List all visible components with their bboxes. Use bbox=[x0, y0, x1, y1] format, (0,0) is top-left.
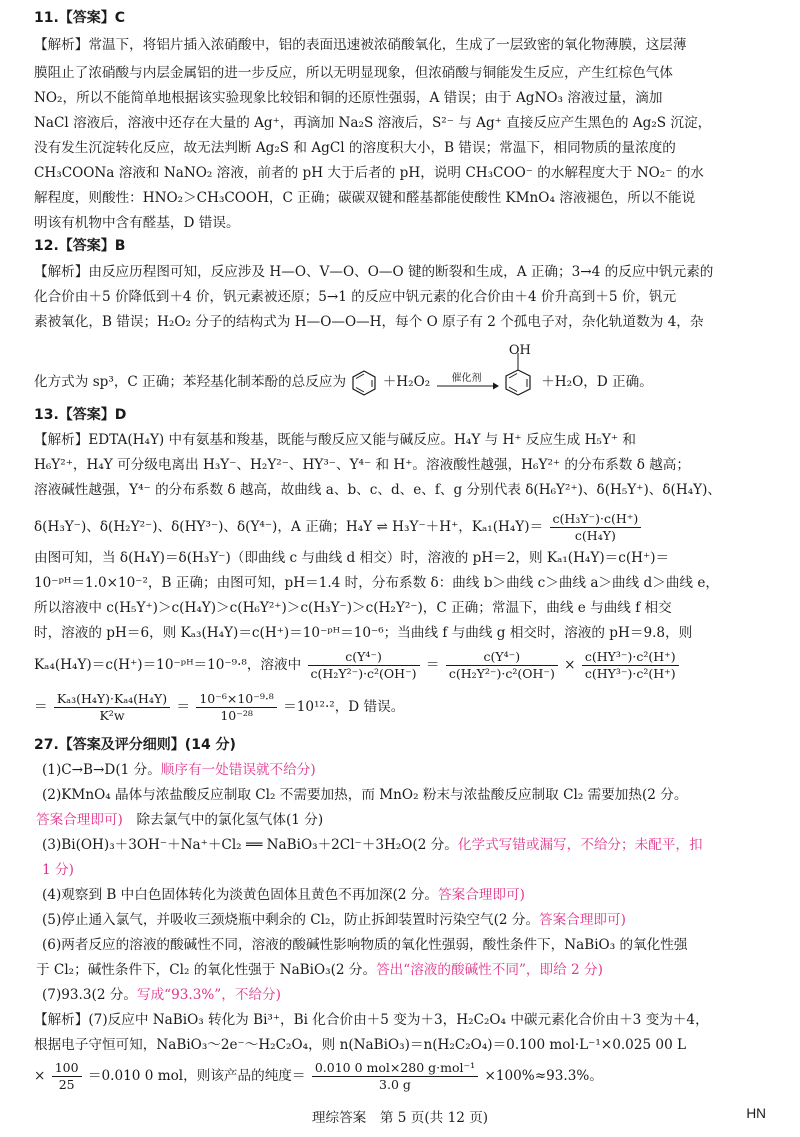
q27-i1-text: (1)C→B→D(1 分。 bbox=[42, 762, 161, 778]
q11-heading: 11.【答案】C bbox=[34, 10, 126, 26]
q11-line-4: NaCl 溶液后，溶液中还存在大量的 Ag⁺，再滴加 Na₂S 溶液后，S²⁻ 与 Ag⁺ 直接反应产生黑色的 Ag₂S 沉淀， bbox=[34, 115, 712, 131]
q12-line-3: 素被氧化，B 错误；H₂O₂ 分子的结构式为 H—O—O—H，每个 O 原子有 2 个孤电子对，杂化轨道数为 4，杂 bbox=[34, 314, 704, 330]
benzene-ring-icon bbox=[350, 369, 378, 397]
q27-analysis-1: 【解析】(7)反应中 NaBiO₃ 转化为 Bi³⁺，Bi 化合价由＋5 变为＋3，H₂C₂O₄ 中碳元素化合价由＋3 变为＋4， bbox=[34, 1012, 709, 1028]
q27-i5-note: 答案合理即可) bbox=[539, 912, 626, 928]
q27-heading: 27.【答案及评分细则】(14 分) bbox=[34, 737, 236, 753]
q27-item-3b: 1 分) bbox=[42, 862, 74, 878]
purity-denominator: 3.0 g bbox=[379, 1077, 411, 1092]
q13-line-8: 时，溶液的 pH＝6，则 Kₐ₃(H₄Y)＝c(H⁺)＝10⁻ᵖᴴ＝10⁻⁶；当曲线 f 与曲线 g 相交时，溶液的 pH＝9.8，则 bbox=[34, 625, 693, 641]
q13-line-10 bbox=[34, 690, 770, 724]
q27-a3-times: × bbox=[34, 1068, 46, 1084]
f3-numerator: c(HY³⁻)·c²(H⁺) bbox=[582, 649, 679, 666]
purity-numerator: 0.010 0 mol×280 g·mol⁻¹ bbox=[312, 1060, 478, 1077]
q13-line-3: 溶液碱性越强，Y⁴⁻ 的分布系数 δ 越高，故曲线 a、b、c、d、e、f、g 分别代表 δ(H₆Y²⁺)、δ(H₅Y⁺)、δ(H₄Y)、 bbox=[34, 482, 722, 498]
ka1-fraction bbox=[550, 511, 642, 544]
ratio-denominator: 25 bbox=[58, 1077, 75, 1092]
q11-line-6: CH₃COONa 溶液和 NaNO₂ 溶液，前者的 pH 大于后者的 pH，说明 CH₃COO⁻ 的水解程度大于 NO₂⁻ 的水 bbox=[34, 165, 704, 181]
q27-i4-text: (4)观察到 B 中白色固体转化为淡黄色固体且黄色不再加深(2 分。 bbox=[42, 887, 439, 903]
q27-i2b-text: 除去氯气中的氯化氢气体(1 分) bbox=[122, 812, 324, 828]
equals-sign-2: ＝ bbox=[34, 699, 48, 715]
f1-numerator: c(Y⁴⁻) bbox=[308, 649, 420, 666]
q27-i1-note: 顺序有一处错误就不给分) bbox=[160, 762, 316, 778]
f5-denominator: 10⁻²⁸ bbox=[220, 708, 253, 723]
catalyst-arrow bbox=[435, 369, 499, 397]
q12-heading: 12.【答案】B bbox=[34, 238, 126, 254]
phenol-structure bbox=[503, 342, 537, 397]
ratio-fraction-2 bbox=[446, 649, 558, 682]
q11-line-1: 【解析】常温下，将铝片插入浓硝酸中，铝的表面迅速被浓硝酸氧化，生成了一层致密的氧化物薄膜，这层薄 bbox=[34, 37, 687, 53]
q11-line-2: 膜阻止了浓硝酸与内层金属铝的进一步反应，所以无明显现象，但浓硝酸与铜能发生反应，产生红棕色气体 bbox=[34, 65, 673, 81]
q27-a3-end: ×100%≈93.3%。 bbox=[484, 1068, 603, 1084]
ratio-fraction-3 bbox=[582, 649, 679, 682]
q12-line4-text: 化方式为 sp³，C 正确；苯羟基化制苯酚的总反应为 bbox=[34, 374, 347, 390]
q27-item-4 bbox=[42, 885, 770, 905]
q13-line-9 bbox=[34, 649, 770, 682]
q13-line-2: H₆Y²⁺，H₄Y 可分级电离出 H₃Y⁻、H₂Y²⁻、HY³⁻、Y⁴⁻ 和 H⁺。溶液酸性越强，H₆Y²⁺ 的分布系数 δ 越高； bbox=[34, 457, 690, 473]
times-sign: × bbox=[564, 657, 576, 673]
q27-i6-note: 答出“溶液的酸碱性不同”，即给 2 分) bbox=[376, 962, 603, 978]
ratio-fraction-1 bbox=[308, 649, 420, 682]
reaction-arrow-icon bbox=[435, 381, 499, 391]
q27-item-5 bbox=[42, 910, 770, 930]
q27-analysis-2: 根据电子守恒可知，NaBiO₃～2e⁻～H₂C₂O₄，则 n(NaBiO₃)＝n(H₂C₂O₄)＝0.100 mol·L⁻¹×0.025 00 L bbox=[34, 1037, 687, 1053]
q13-line10-end: ＝10¹²·²，D 错误。 bbox=[283, 699, 405, 715]
f4-denominator: K²w bbox=[99, 708, 125, 723]
q27-i6b-text: 于 Cl₂；碱性条件下，Cl₂ 的氧化性强于 NaBiO₃(2 分。 bbox=[36, 962, 377, 978]
q27-i2-note: 答案合理即可) bbox=[36, 812, 123, 828]
q12-line4-h2o2: ＋H₂O₂ bbox=[382, 374, 431, 390]
catalyst-label: 催化剂 bbox=[451, 372, 482, 384]
region-code: HN bbox=[746, 1106, 766, 1121]
ratio-numerator: 100 bbox=[52, 1060, 82, 1077]
q11-line-8: 明该有机物中含有醛基，D 错误。 bbox=[34, 215, 240, 231]
page-number: 理综答案 第 5 页(共 12 页) bbox=[311, 1110, 489, 1126]
q11-line-7: 解程度，则酸性：HNO₂＞CH₃COOH，C 正确；碳碳双键和醛基都能使酸性 KMnO₄ 溶液褪色，所以不能说 bbox=[34, 190, 696, 206]
q13-heading: 13.【答案】D bbox=[34, 407, 127, 423]
hydroxyl-label: OH bbox=[508, 342, 531, 358]
ka1-denominator: c(H₄Y) bbox=[574, 528, 616, 543]
q13-line-5: 由图可知，当 δ(H₄Y)＝δ(H₃Y⁻)（即曲线 c 与曲线 d 相交）时，溶液的 pH＝2，则 Kₐ₁(H₄Y)＝c(H⁺)＝ bbox=[34, 550, 670, 566]
f2-numerator: c(Y⁴⁻) bbox=[446, 649, 558, 666]
q27-i3-note: 化学式写错或漏写，不给分；未配平，扣 bbox=[457, 837, 703, 853]
q13-line-6: 10⁻ᵖᴴ＝1.0×10⁻²，B 正确；由图可知，pH＝1.4 时，分布系数 δ：曲线 b＞曲线 c＞曲线 a＞曲线 d＞曲线 e， bbox=[34, 575, 719, 591]
q11-line-5: 没有发生沉淀转化反应，故无法判断 Ag₂S 和 AgCl 的溶度积大小，B 错误；常温下，相同物质的量浓度的 bbox=[34, 140, 676, 156]
volume-ratio-fraction bbox=[52, 1060, 82, 1093]
f1-denominator: c(H₂Y²⁻)·c²(OH⁻) bbox=[310, 666, 417, 681]
equals-sign: ＝ bbox=[425, 657, 440, 673]
f2-denominator: c(H₂Y²⁻)·c²(OH⁻) bbox=[448, 666, 555, 681]
q27-item-1 bbox=[42, 760, 770, 780]
equals-sign-3: ＝ bbox=[176, 699, 190, 715]
q13-line-1: 【解析】EDTA(H₄Y) 中有氨基和羧基，既能与酸反应又能与碱反应。H₄Y 与 H⁺ 反应生成 H₅Y⁺ 和 bbox=[34, 432, 636, 448]
q27-i5-text: (5)停止通入氯气，并吸收三颈烧瓶中剩余的 Cl₂，防止拆卸装置时污染空气(2 分。 bbox=[42, 912, 540, 928]
q13-line4-text: δ(H₃Y⁻)、δ(H₂Y²⁻)、δ(HY³⁻)、δ(Y⁴⁻)，A 正确；H₄Y ⇌ H₃Y⁻＋H⁺，Kₐ₁(H₄Y)＝ bbox=[34, 519, 544, 535]
q27-item-6: (6)两者反应的溶液的酸碱性不同，溶液的酸碱性影响物质的氧化性强弱，酸性条件下，NaBiO₃ 的氧化性强 bbox=[42, 937, 688, 953]
q27-item-2: (2)KMnO₄ 晶体与浓盐酸反应制取 Cl₂ 不需要加热，而 MnO₂ 粉末与浓盐酸反应制取 Cl₂ 需要加热(2 分。 bbox=[42, 787, 688, 803]
f4-numerator: Kₐ₃(H₄Y)·Kₐ₄(H₄Y) bbox=[54, 691, 170, 708]
q13-line-4 bbox=[34, 511, 770, 544]
f3-denominator: c(HY³⁻)·c²(H⁺) bbox=[584, 666, 676, 681]
phenol-ring-icon bbox=[503, 339, 537, 397]
ka1-numerator: c(H₃Y⁻)·c(H⁺) bbox=[550, 511, 642, 528]
q12-line4-end: ＋H₂O，D 正确。 bbox=[541, 374, 653, 390]
value-fraction bbox=[196, 691, 277, 724]
q12-line-4 bbox=[34, 342, 770, 397]
q27-i7-note: 写成“93.3%”，不给分) bbox=[136, 987, 281, 1003]
q12-line-2: 化合价由＋5 价降低到＋4 价，钒元素被还原；5→1 的反应中钒元素的化合价由＋4 价升高到＋5 价，钒元 bbox=[34, 289, 677, 305]
purity-fraction bbox=[312, 1060, 478, 1093]
q27-i3-text: (3)Bi(OH)₃＋3OH⁻＋Na⁺＋Cl₂ ══ NaBiO₃＋2Cl⁻＋3H₂O(2 分。 bbox=[42, 837, 458, 853]
f5-numerator: 10⁻⁶×10⁻⁹·⁸ bbox=[196, 691, 277, 708]
q27-analysis-3 bbox=[34, 1060, 770, 1093]
q11-line-3: NO₂，所以不能简单地根据该实验现象比较铝和铜的还原性强弱，A 错误；由于 AgNO₃ 溶液过量，滴加 bbox=[34, 90, 663, 106]
q27-item-6b bbox=[36, 960, 770, 980]
q27-i4-note: 答案合理即可) bbox=[438, 887, 525, 903]
q27-a3-text: ＝0.010 0 mol，则该产品的纯度＝ bbox=[87, 1068, 306, 1084]
q13-line9-text: Kₐ₄(H₄Y)＝c(H⁺)＝10⁻ᵖᴴ＝10⁻⁹·⁸，溶液中 bbox=[34, 657, 302, 673]
q12-line-1: 【解析】由反应历程图可知，反应涉及 H—O、V—O、O—O 键的断裂和生成，A 正确；3→4 的反应中钒元素的 bbox=[34, 264, 714, 280]
q13-line-7: 所以溶液中 c(H₅Y⁺)＞c(H₄Y)＞c(H₆Y²⁺)＞c(H₃Y⁻)＞c(H₂Y²⁻)，C 正确；常温下，曲线 e 与曲线 f 相交 bbox=[34, 600, 672, 616]
q27-item-3 bbox=[42, 835, 770, 855]
ka-product-fraction bbox=[54, 691, 170, 724]
q27-item-2b bbox=[36, 810, 770, 830]
q27-item-7 bbox=[42, 985, 770, 1005]
q27-i7-text: (7)93.3(2 分。 bbox=[42, 987, 137, 1003]
